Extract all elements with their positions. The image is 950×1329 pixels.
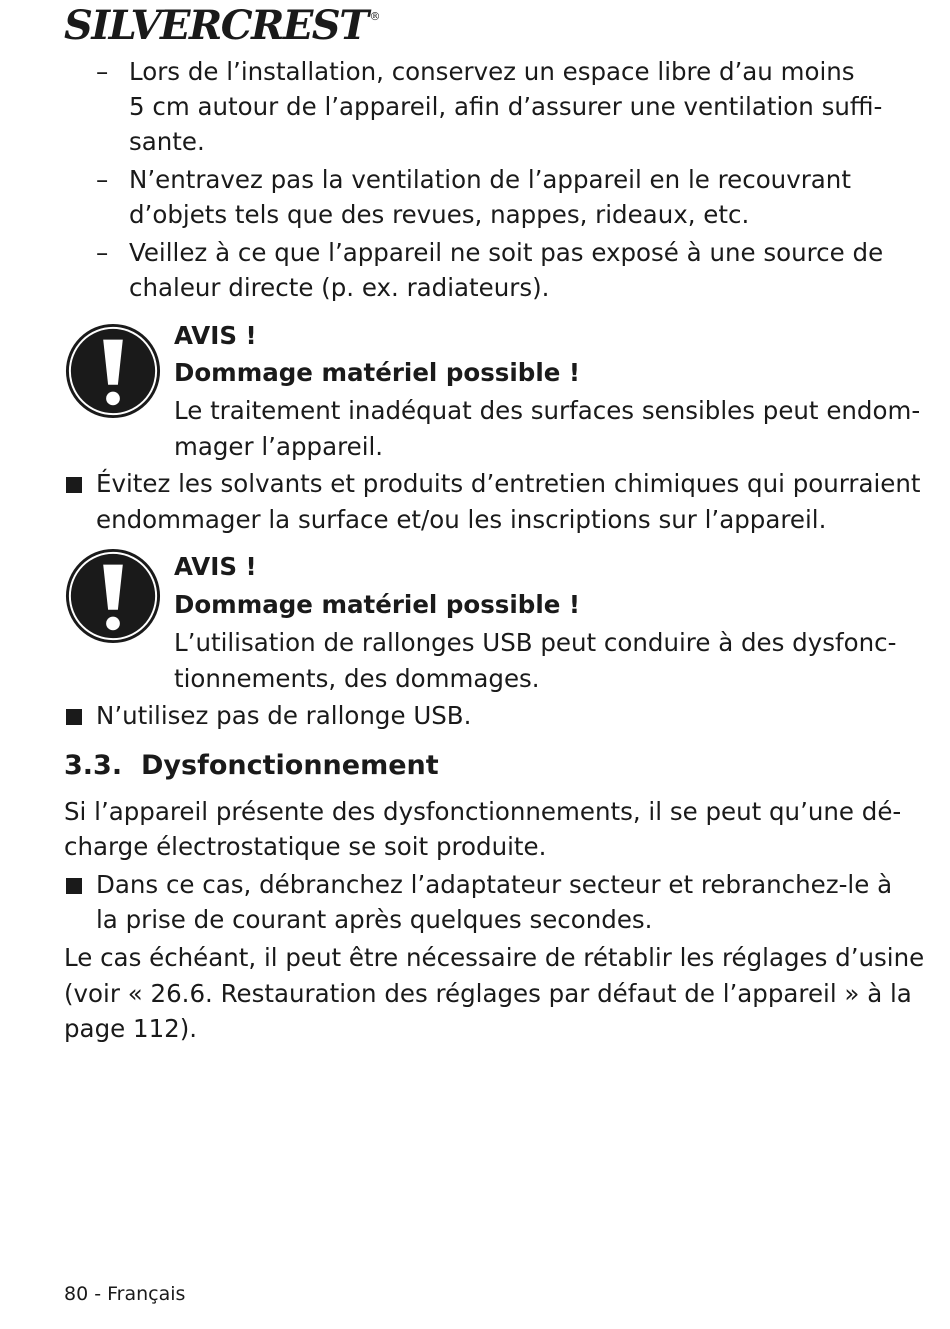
dash-item-3-line-2: chaleur directe (p. ex. radiateurs). — [129, 273, 550, 302]
dash-item-3-line-1: Veillez à ce que l’appareil ne soit pas exposé à une source de — [129, 238, 884, 267]
bullet-2-line-1: N’utilisez pas de rallonge USB. — [96, 701, 472, 730]
bullet-3-line-1: Dans ce cas, débranchez l’adaptateur secteur et rebranchez-le à — [96, 870, 893, 899]
notice-2-subtitle: Dommage matériel possible ! — [174, 590, 581, 619]
dash-marker: – — [96, 165, 109, 194]
notice-1-subtitle: Dommage matériel possible ! — [174, 358, 581, 387]
notice-1-line-2: mager l’appareil. — [174, 432, 384, 461]
square-bullet — [66, 477, 82, 493]
brand-logo — [64, 2, 377, 49]
dash-item-2-line-2: d’objets tels que des revues, nappes, rideaux, etc. — [129, 200, 750, 229]
bullet-3-line-2: la prise de courant après quelques secondes. — [96, 905, 653, 934]
registered-mark: ® — [369, 10, 379, 23]
bullet-1-line-1: Évitez les solvants et produits d’entretien chimiques qui pourraient — [96, 469, 921, 498]
section-number: 3.3. — [64, 750, 123, 781]
para-2-line-3: page 112). — [64, 1014, 198, 1043]
notice-2-line-1: L’utilisation de rallonges USB peut conduire à des dysfonc- — [174, 628, 897, 657]
notice-1-title: AVIS ! — [174, 321, 257, 350]
exclamation-warning-icon — [64, 322, 162, 420]
dash-marker: – — [96, 238, 109, 267]
dash-marker: – — [96, 57, 109, 86]
notice-2-title: AVIS ! — [174, 552, 257, 581]
para-1-line-1: Si l’appareil présente des dysfonctionnements, il se peut qu’une dé- — [64, 797, 902, 826]
dash-item-1-line-2: 5 cm autour de l’appareil, afin d’assurer une ventilation suffi- — [129, 92, 883, 121]
notice-1-line-1: Le traitement inadéquat des surfaces sensibles peut endom- — [174, 396, 921, 425]
para-1-line-2: charge électrostatique se soit produite. — [64, 832, 547, 861]
dash-item-2-line-1: N’entravez pas la ventilation de l’appareil en le recouvrant — [129, 165, 851, 194]
para-2-line-2: (voir « 26.6. Restauration des réglages par défaut de l’appareil » à la — [64, 979, 912, 1008]
para-2-line-1: Le cas échéant, il peut être nécessaire de rétablir les réglages d’usine — [64, 943, 925, 972]
dash-item-1-line-1: Lors de l’installation, conservez un espace libre d’au moins — [129, 57, 855, 86]
dash-item-1-line-3: sante. — [129, 127, 205, 156]
square-bullet — [66, 709, 82, 725]
brand-logo-text: SILVERCREST — [64, 2, 368, 49]
page-footer: 80 - Français — [64, 1283, 186, 1305]
notice-2-line-2: tionnements, des dommages. — [174, 664, 540, 693]
exclamation-warning-icon — [64, 547, 162, 645]
square-bullet — [66, 878, 82, 894]
bullet-1-line-2: endommager la surface et/ou les inscriptions sur l’appareil. — [96, 505, 827, 534]
section-title: Dysfonctionnement — [141, 750, 439, 781]
